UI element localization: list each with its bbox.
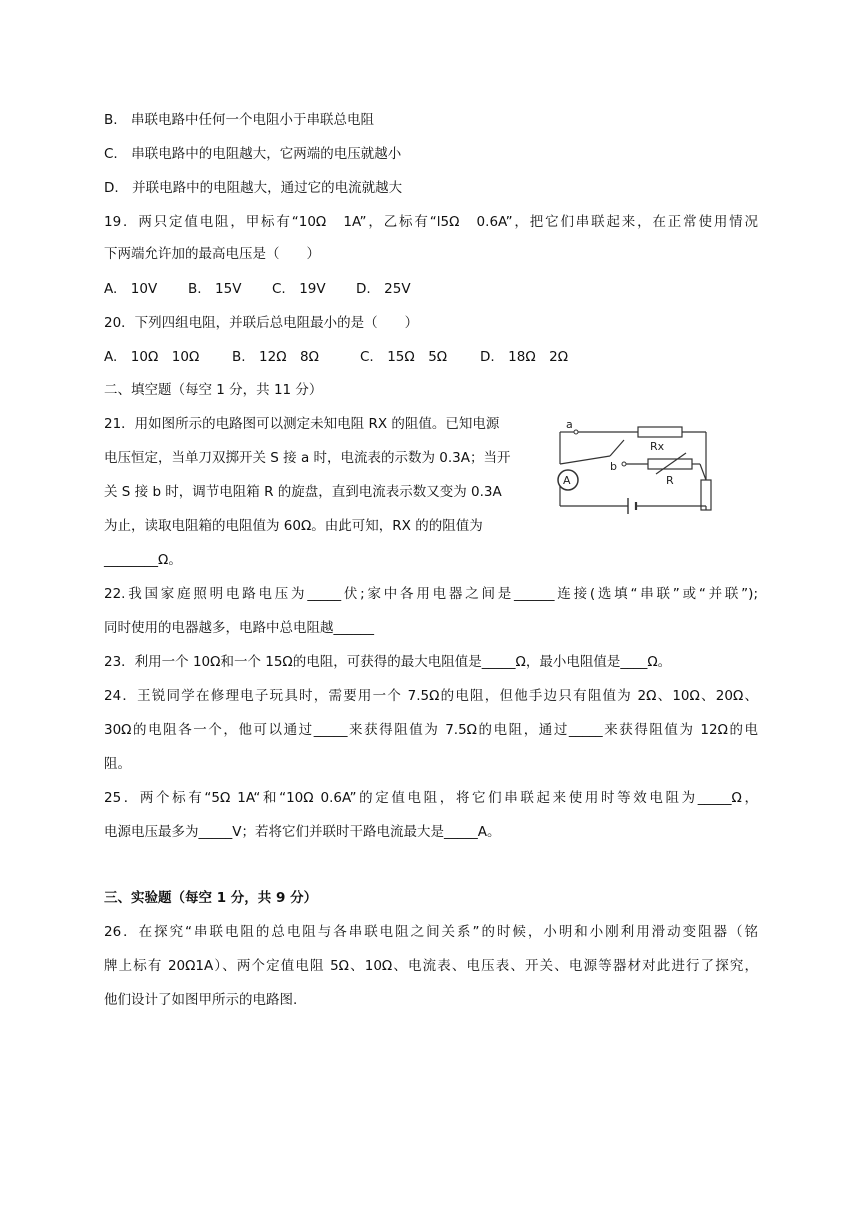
q20-option-d: D. 18Ω 2Ω	[480, 349, 569, 365]
q20-option-c: C. 15Ω 5Ω	[360, 349, 448, 365]
question-19-line-2: 下两端允许加的最高电压是（ ）	[104, 246, 320, 262]
q19-option-b: B. 15V	[188, 281, 242, 297]
question-19-options	[104, 279, 411, 299]
question-19-line-1: 19．两只定值电阻，甲标有“10Ω 1A”，乙标有“l5Ω 0.6A”，把它们串联起来，在正常使用情况	[104, 214, 758, 230]
question-24-line-1: 24．王锐同学在修理电子玩具时，需要用一个 7.5Ω的电阻，但他手边只有阻值为 2Ω、10Ω、20Ω、	[104, 688, 758, 704]
question-25-line-1: 25．两个标有“5Ω 1A“和“10Ω 0.6A”的定值电阻，将它们串联起来使用时等效电阻为_____Ω，	[104, 790, 758, 806]
ammeter-label: A	[563, 474, 571, 487]
circuit-diagram	[552, 418, 722, 526]
question-22-line-2: 同时使用的电器越多，电路中总电阻越______	[104, 620, 374, 636]
question-24-line-2: 30Ω的电阻各一个，他可以通过_____来获得阻值为 7.5Ω的电阻，通过_____来获得阻值为 12Ω的电	[104, 722, 758, 738]
question-21-line-1: 21．用如图所示的电路图可以测定未知电阻 RX 的阻值。已知电源	[104, 416, 500, 432]
q20-option-a: A. 10Ω 10Ω	[104, 349, 200, 365]
rx-label: Rx	[650, 440, 665, 453]
q19-option-a: A. 10V	[104, 281, 158, 297]
option-b: B. 串联电路中任何一个电阻小于串联总电阻	[104, 112, 375, 128]
question-26-line-1: 26．在探究“串联电阻的总电阻与各串联电阻之间关系”的时候，小明和小刚利用滑动变阻器（铭	[104, 924, 758, 940]
question-22-line-1: 22.我国家庭照明电路电压为_____伏;家中各用电器之间是______连接(选填“串联”或“并联”);	[104, 586, 758, 602]
r-label: R	[666, 474, 674, 487]
question-20: 20．下列四组电阻，并联后总电阻最小的是（ ）	[104, 315, 419, 331]
question-26-line-2: 牌上标有 20Ω1A）、两个定值电阻 5Ω、10Ω、电流表、电压表、开关、电源等器材对此进行了探究，	[104, 958, 758, 974]
question-21-line-3: 关 S 接 b 时，调节电阻箱 R 的旋盘，直到电流表示数又变为 0.3A	[104, 484, 502, 500]
q20-option-b: B. 12Ω 8Ω	[232, 349, 319, 365]
question-21-line-2: 电压恒定，当单刀双掷开关 S 接 a 时，电流表的示数为 0.3A；当开	[104, 450, 511, 466]
section-2-heading: 二、填空题（每空 1 分，共 11 分）	[104, 382, 323, 398]
question-24-line-3: 阻。	[104, 756, 131, 772]
question-21-line-5: ________Ω。	[104, 552, 182, 568]
terminal-a-label: a	[566, 418, 573, 431]
option-d: D. 并联电路中的电阻越大，通过它的电流就越大	[104, 180, 403, 196]
question-26-line-3: 他们设计了如图甲所示的电路图.	[104, 992, 298, 1008]
question-23: 23．利用一个 10Ω和一个 15Ω的电阻，可获得的最大电阻值是_____Ω，最小电阻值是____Ω。	[104, 654, 672, 670]
question-21-line-4: 为止，读取电阻箱的电阻值为 60Ω。由此可知，RX 的的阻值为	[104, 518, 483, 534]
question-25-line-2: 电源电压最多为_____V；若将它们并联时干路电流最大是_____A。	[104, 824, 501, 840]
q19-option-c: C. 19V	[272, 281, 326, 297]
terminal-b-label: b	[610, 460, 617, 473]
option-c: C. 串联电路中的电阻越大，它两端的电压就越小	[104, 146, 402, 162]
question-20-options	[104, 347, 568, 367]
section-3-heading: 三、实验题（每空 1 分，共 9 分）	[104, 890, 318, 906]
q19-option-d: D. 25V	[356, 281, 411, 297]
